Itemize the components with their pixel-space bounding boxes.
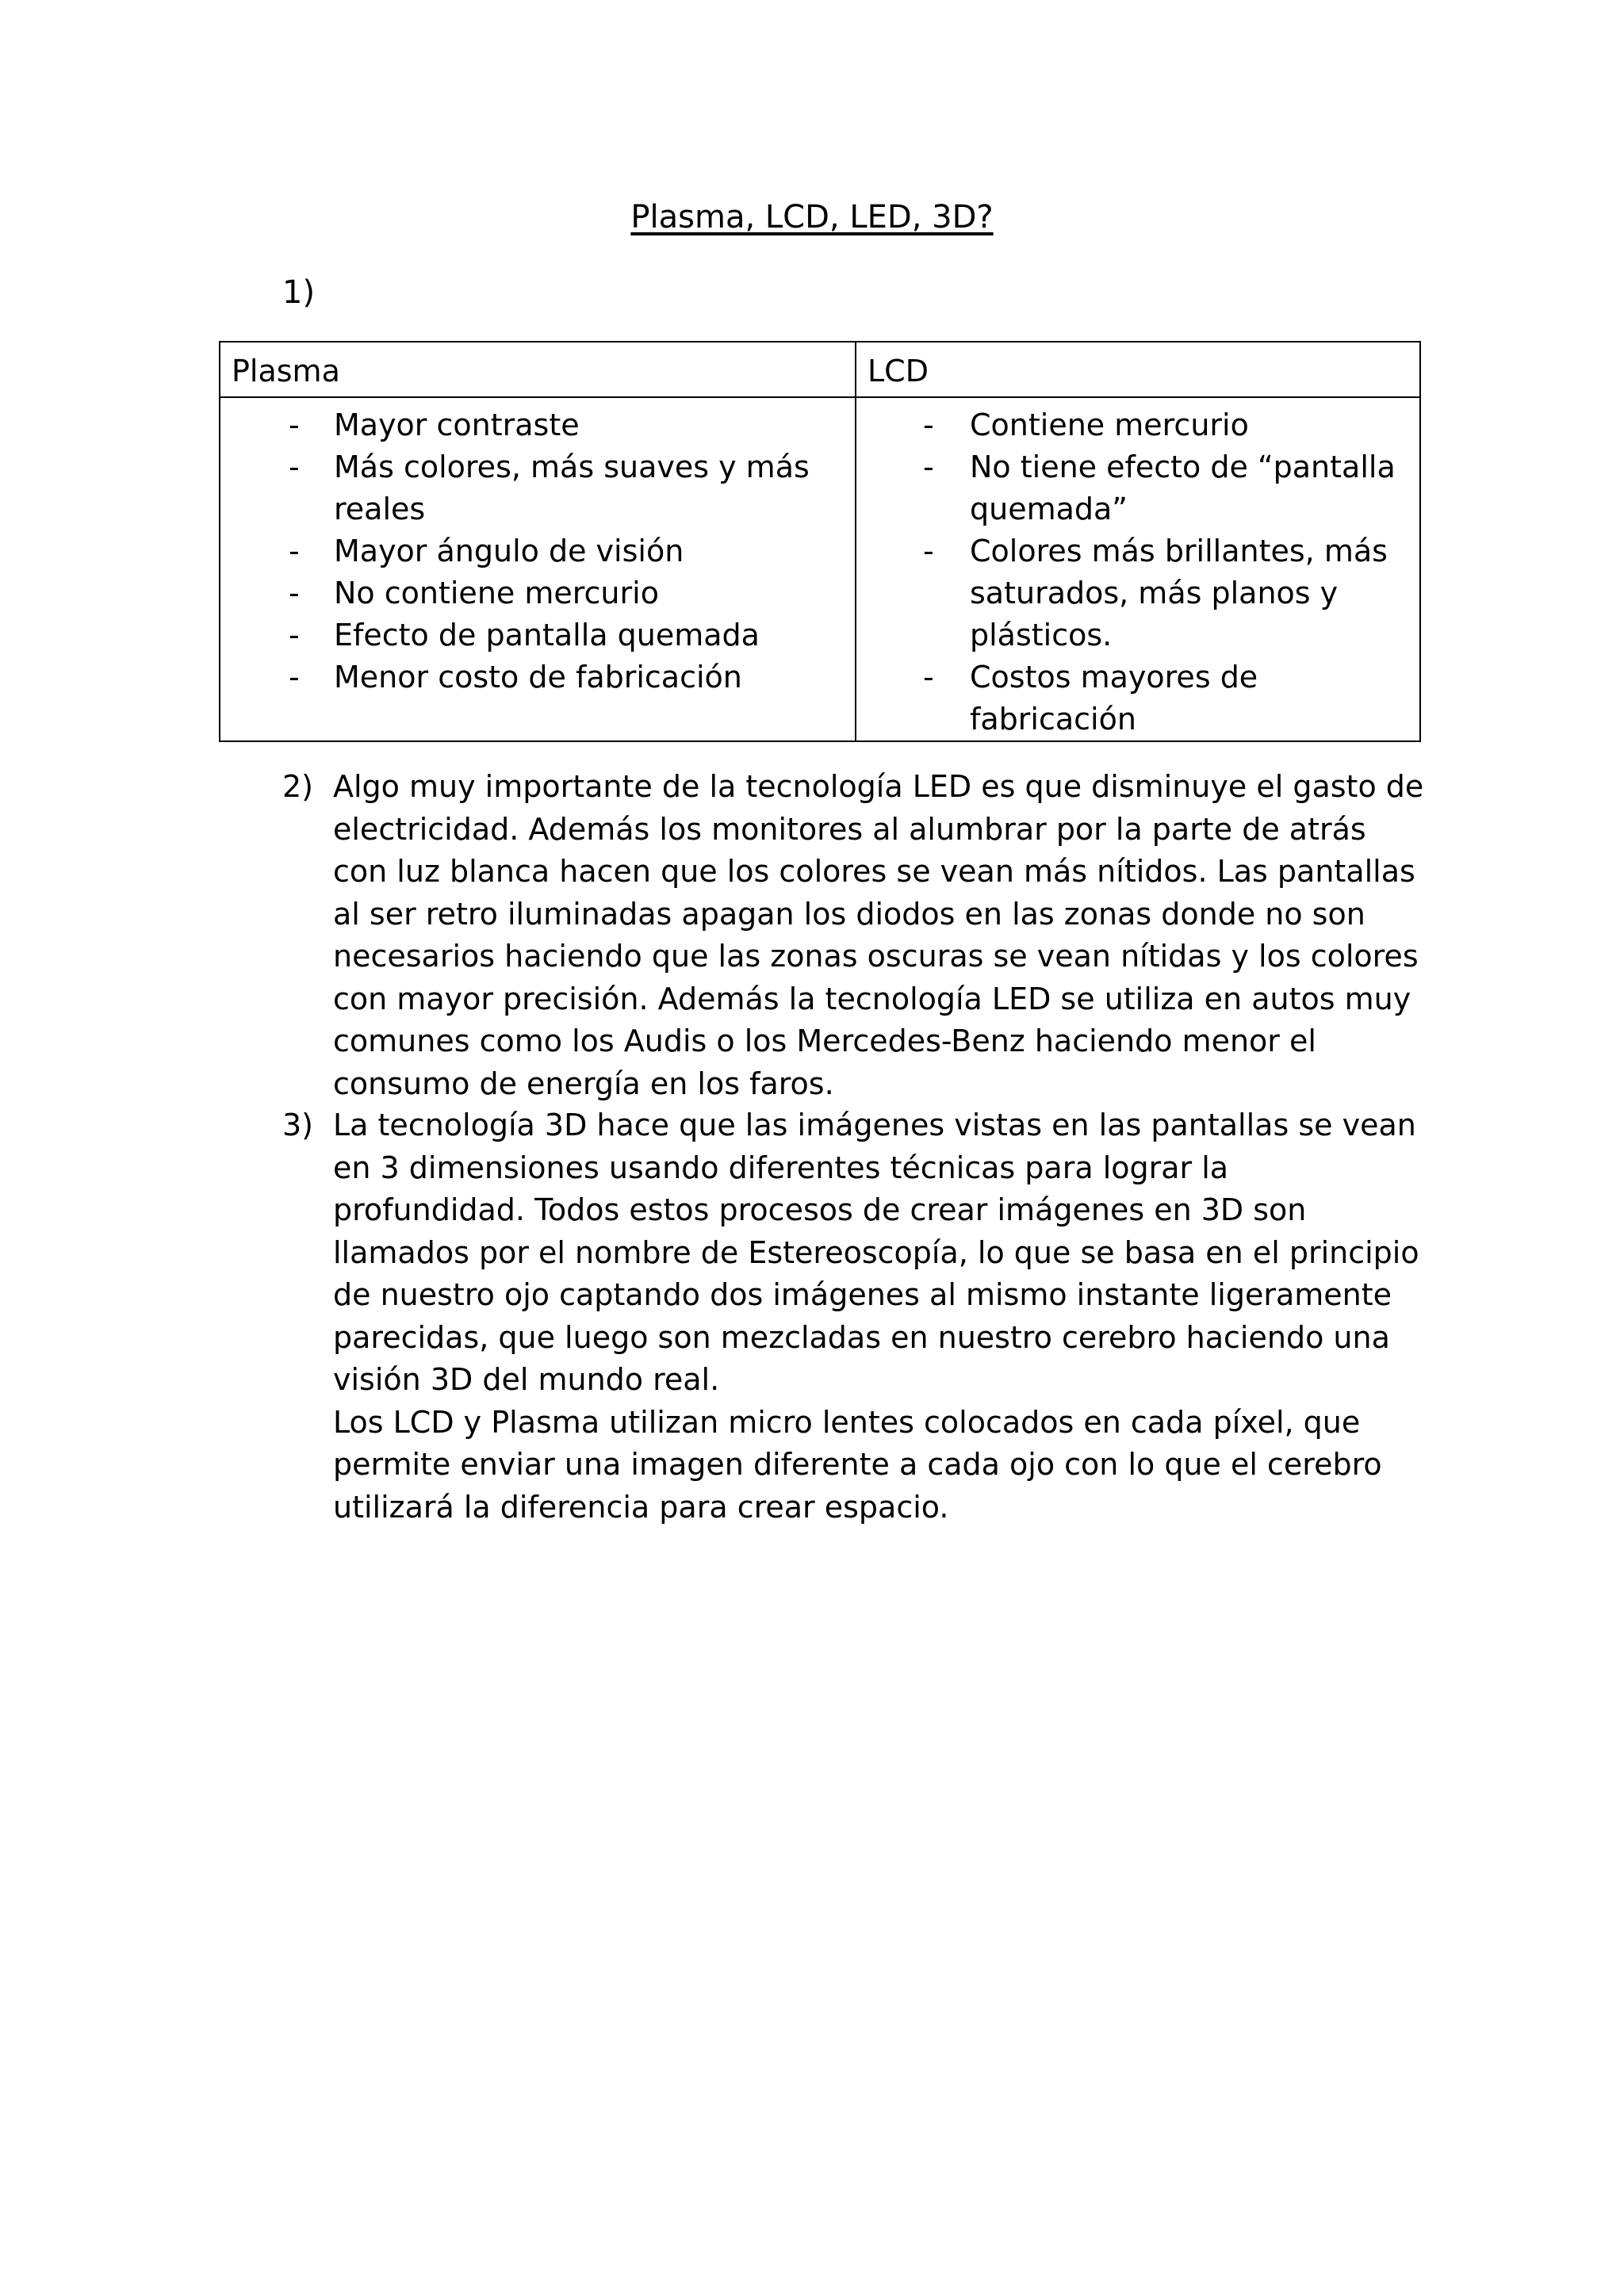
answer-2-body xyxy=(333,766,1424,1105)
question-2-number: 2) xyxy=(282,769,314,804)
plasma-feature-text: Más colores, más suaves y más reales xyxy=(334,450,810,526)
table-body-row xyxy=(220,397,1420,741)
lcd-feature-text: Contiene mercurio xyxy=(970,408,1249,442)
plasma-feature-text: No contiene mercurio xyxy=(334,576,659,610)
dash-bullet: - xyxy=(923,660,934,695)
list-item xyxy=(220,404,855,446)
list-item xyxy=(856,656,1419,740)
dash-bullet: - xyxy=(289,660,300,695)
question-3-number: 3) xyxy=(282,1108,314,1142)
plasma-feature-text: Menor costo de fabricación xyxy=(334,660,742,695)
lcd-feature-text: Costos mayores de fabricación xyxy=(970,660,1258,737)
answer-3-paragraph-1: La tecnología 3D hace que las imágenes vistas en las pantallas se vean en 3 dimensiones usando diferentes técnicas para lograr la profundidad. Todos estos procesos de crear imágenes en 3D son llamados por el nombre de Estereoscopía, lo que se basa en el principio de nuestro ojo captando dos imágenes al mismo instante ligeramente parecidas, que luego son mezcladas en nuestro cerebro haciendo una visión 3D del mundo real. xyxy=(333,1108,1419,1397)
answer-3 xyxy=(282,1104,1424,1529)
list-item xyxy=(220,572,855,614)
lcd-feature-text: No tiene efecto de “pantalla quemada” xyxy=(970,450,1396,526)
comparison-table xyxy=(219,341,1421,742)
plasma-feature-list xyxy=(220,404,855,698)
list-item xyxy=(220,530,855,572)
plasma-features-cell xyxy=(220,397,856,741)
dash-bullet: - xyxy=(289,576,300,610)
dash-bullet: - xyxy=(923,450,934,484)
page-title-text: Plasma, LCD, LED, 3D? xyxy=(630,199,994,235)
question-1-number: 1) xyxy=(282,274,316,311)
plasma-feature-text: Efecto de pantalla quemada xyxy=(334,618,760,652)
list-item xyxy=(856,446,1419,530)
answer-3-paragraph-2: Los LCD y Plasma utilizan micro lentes colocados en cada píxel, que permite enviar una imagen diferente a cada ojo con lo que el cerebro utilizará la diferencia para crear espacio. xyxy=(333,1404,1382,1525)
header-plasma: Plasma xyxy=(220,342,856,397)
list-item xyxy=(856,530,1419,656)
dash-bullet: - xyxy=(289,618,300,652)
plasma-feature-text: Mayor contraste xyxy=(334,408,580,442)
lcd-feature-list xyxy=(856,404,1419,740)
dash-bullet: - xyxy=(923,408,934,442)
answer-2-text: Algo muy importante de la tecnología LED es que disminuye el gasto de electricidad. Además los monitores al alumbrar por la parte de atrás con luz blanca hacen que los colores se vean más nítidos. Las pantallas al ser retro iluminadas apagan los diodos en las zonas donde no son necesarios haciendo que las zonas oscuras se vean nítidas y los colores con mayor precisión. Además la tecnología LED se utiliza en autos muy comunes como los Audis o los Mercedes-Benz haciendo menor el consumo de energía en los faros. xyxy=(333,769,1424,1101)
lcd-features-cell xyxy=(856,397,1420,741)
header-lcd: LCD xyxy=(856,342,1420,397)
dash-bullet: - xyxy=(289,534,300,568)
dash-bullet: - xyxy=(289,408,300,442)
page-title xyxy=(0,197,1624,238)
list-item xyxy=(220,656,855,698)
dash-bullet: - xyxy=(289,450,300,484)
dash-bullet: - xyxy=(923,534,934,568)
answer-2 xyxy=(282,766,1424,1105)
answer-3-body xyxy=(333,1104,1424,1529)
lcd-feature-text: Colores más brillantes, más saturados, más planos y plásticos. xyxy=(970,534,1388,652)
list-item xyxy=(220,614,855,656)
list-item xyxy=(220,446,855,530)
list-item xyxy=(856,404,1419,446)
plasma-feature-text: Mayor ángulo de visión xyxy=(334,534,684,568)
table-header-row xyxy=(220,342,1420,397)
